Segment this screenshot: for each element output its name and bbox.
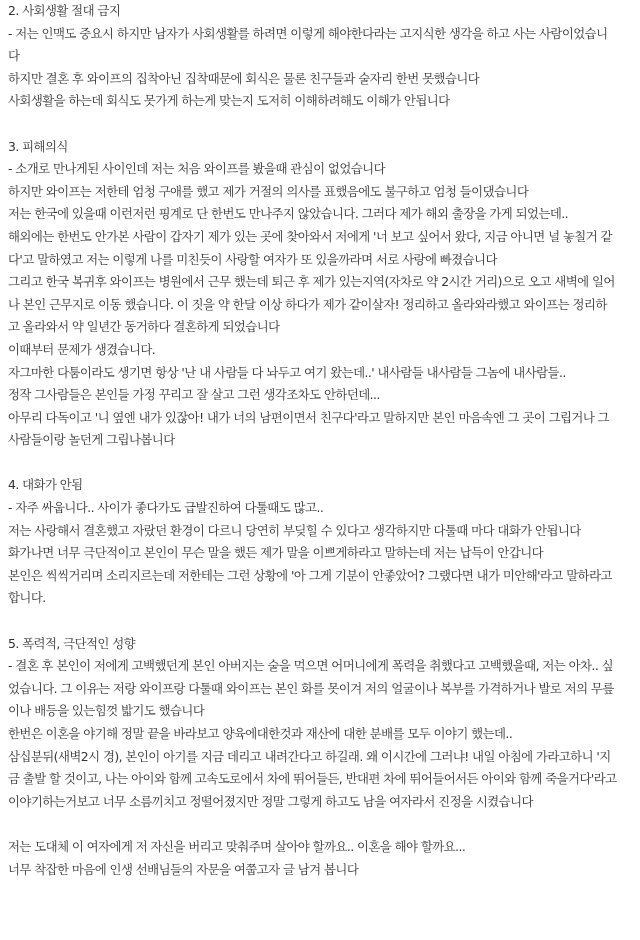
text-line: 자그마한 다툼이라도 생기면 항상 '난 내 사람들 다 놔두고 여기 왔는데..' 내사람들 내사람들 그놈에 내사람들.. — [8, 364, 566, 380]
text-line: - 소개로 만나게된 사이인데 저는 처음 와이프를 봤을때 관심이 없었습니다 — [8, 161, 385, 177]
section-heading: 5. 폭력적, 극단적인 성향 — [8, 635, 136, 651]
text-line: 아무리 다독이고 '니 옆엔 내가 있잖아! 내가 너의 남편이면서 친구다'라고 말하지만 본인 마음속엔 그 곳이 그립거나 그 — [8, 409, 610, 425]
text-line: 고 올라와서 약 일년간 동거하다 결혼하게 되었습니다 — [8, 319, 280, 335]
text-line: 본인은 씩씩거리며 소리지르는데 저한테는 그런 상황에 '아 그게 기분이 안좋았어? 그랬다면 내가 미안해'라고 말하라고 — [8, 567, 612, 583]
paragraph-gap — [8, 813, 632, 836]
section-communication — [8, 474, 632, 610]
text-line: 나 본인 근무지로 이동 했습니다. 이 짓을 약 한달 이상 하다가 제가 같이살자! 정리하고 올라와라했고 와이프는 정리하 — [8, 296, 607, 312]
section-violent-tendencies — [8, 633, 632, 814]
text-line: 화가나면 너무 극단적이고 본인이 무슨 말을 했든 제가 말을 이쁘게하라고 말하는데 저는 납득이 안갑니다 — [8, 545, 544, 561]
text-line: 저는 사랑해서 결혼했고 자랐던 환경이 다르니 당연히 부딪힐 수 있다고 생각하지만 다툴때 마다 대화가 안됩니다 — [8, 522, 581, 538]
text-line: 사회생활을 하는데 회식도 못가게 하는게 맞는지 도저히 이해하려해도 이해가 안됩니다 — [8, 93, 450, 109]
text-line: - 결혼 후 본인이 저에게 고백했던게 본인 아버지는 술을 먹으면 어머니에게 폭력을 취했다고 고백했을때, 저는 아차.. 싶 — [8, 658, 614, 674]
text-line: 한번은 이혼을 야기해 정말 끝을 바라보고 양육에대한것과 재산에 대한 분배를 모두 이야기 했는데.. — [8, 726, 513, 741]
text-line: 이나 배등을 있는힘껏 밟기도 했습니다 — [8, 703, 205, 719]
text-line: 다 — [8, 48, 20, 64]
text-line: 너무 착잡한 마음에 인생 선배님들의 자문을 여쭙고자 글 남겨 봅니다 — [8, 861, 359, 877]
paragraph-gap — [8, 610, 632, 633]
text-line: 다'고 말하였고 저는 이렇게 나를 미친듯이 사랑할 여자가 또 있을까라며 서로 사랑에 빠졌습니다 — [8, 251, 497, 267]
text-line: 금 출발 할 것이고, 나는 아이와 함께 고속도로에서 차에 뛰어들든, 반대편 차에 뛰어들어서든 아이와 함께 죽을거다'라고 — [8, 771, 617, 787]
text-line: 정작 그사람들은 본인들 가정 꾸리고 잘 살고 그런 생각조차도 안하던데... — [8, 387, 380, 403]
section-heading: 4. 대화가 안됨 — [8, 477, 83, 493]
text-line: 삼십분뒤(새벽2시 경), 본인이 아기를 지금 데리고 내려간다고 하길래. 왜 이시간에 그러냐! 내일 아침에 가라고하니 '지 — [8, 748, 611, 764]
section-heading: 2. 사회생활 절대 금지 — [8, 3, 121, 18]
text-line: 하지만 와이프는 저한테 엄청 구애를 했고 제가 거절의 의사를 표했음에도 불구하고 엄청 들이댔습니다 — [8, 183, 529, 199]
text-line: - 저는 인맥도 중요시 하지만 남자가 사회생활를 하려면 이렇게 해야한다라는 고지식한 생각을 하고 사는 사람이었습니 — [8, 25, 608, 41]
text-line: 그리고 한국 복귀후 와이프는 병원에서 근무 했는데 퇴근 후 제가 있는지역(자차로 약 2시간 거리)으로 오고 새벽에 일어 — [8, 274, 615, 290]
text-line: - 자주 싸웁니다.. 사이가 좋다가도 급발진하여 다툴때도 많고.. — [8, 500, 324, 516]
text-line: 합니다. — [8, 590, 46, 606]
text-line: 해외에는 한번도 안가본 사람이 갑자기 제가 있는 곳에 찾아와서 저에게 '너 보고 싶어서 왔다, 지금 아니면 널 놓칠거 같 — [8, 228, 612, 244]
section-victim-mentality — [8, 136, 632, 452]
section-heading: 3. 피해의식 — [8, 138, 68, 154]
paragraph-gap — [8, 113, 632, 136]
text-line: 었습니다. 그 이유는 저랑 와이프랑 다툴때 와이프는 본인 화를 못이겨 저의 얼굴이나 복부를 가격하거나 발로 저의 무릎 — [8, 680, 614, 696]
section-social-life — [8, 0, 632, 113]
text-line: 저는 한국에 있을때 이런저런 핑계로 단 한번도 만나주지 않았습니다. 그러다 제가 해외 출장을 가게 되었는데.. — [8, 206, 569, 222]
text-line: 저는 도대체 이 여자에게 저 자신을 버리고 맞춰주며 살아야 할까요.. 이혼을 해야 할까요... — [8, 838, 466, 854]
paragraph-gap — [8, 452, 632, 475]
text-line: 사람들이랑 놀던게 그립나봅니다 — [8, 432, 175, 448]
text-line: 하지만 결혼 후 와이프의 집착아닌 집착때문에 회식은 물론 친구들과 술자리 한번 못했습니다 — [8, 70, 480, 86]
text-line: 이야기하는거보고 너무 소름끼치고 정떨어졌지만 정말 그렇게 하고도 남을 여자라서 진정을 시켰습니다 — [8, 793, 533, 809]
text-line: 이때부터 문제가 생겼습니다. — [8, 341, 156, 357]
section-closing — [8, 836, 632, 881]
